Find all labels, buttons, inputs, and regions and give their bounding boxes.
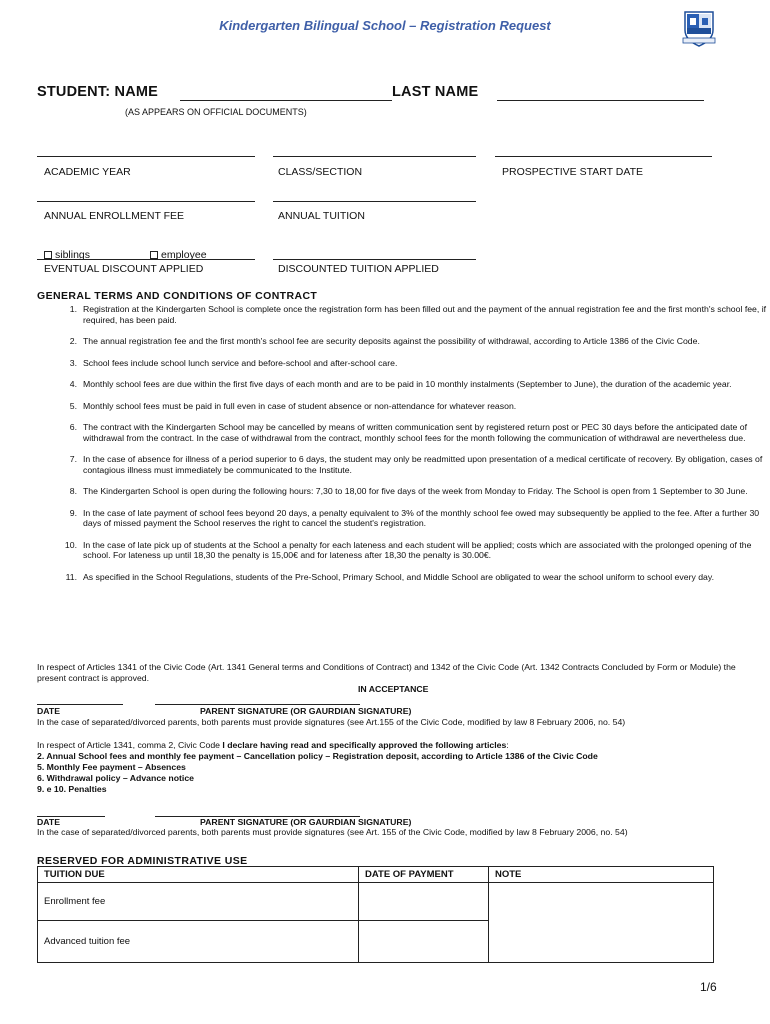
signature-label-2: PARENT SIGNATURE (OR GAURDIAN SIGNATURE) <box>200 817 412 827</box>
advanced-tuition-cell: Advanced tuition fee <box>38 921 359 963</box>
term-item: 11. As specified in the School Regulations, students of the Pre-School, Primary School, and Middle School are obligated to wear the school uniform to school every day. <box>65 571 714 582</box>
discounted-tuition-field[interactable] <box>273 259 476 260</box>
employee-label: employee <box>161 249 207 261</box>
term-item: 1. Registration at the Kindergarten School is complete once the registration form has been filled out and the payment of the annual registration fee and the first month's school fee, if required, has been paid. <box>69 304 767 325</box>
siblings-label: siblings <box>55 249 91 261</box>
term-item: 10. In the case of late pick up of students at the School a penalty for each lateness and each student will be applied; costs which are associated with the prolonged opening of the school. For lateness up until 18,30 the penalty is 15,00€ and for lateness after 18,30 the penalty is 30.00€. <box>64 539 752 560</box>
date-label-1: DATE <box>37 706 61 716</box>
term-item: 6. The contract with the Kindergarten School may be cancelled by means of written communication sent by registered return post or PEC 30 days before the anticipated date of withdrawal from the contract. In the case of withdrawal from the contract, monthly school fees for the month following the communication of withdrawal are nevertheless due. <box>69 422 747 443</box>
signature-label-1: PARENT SIGNATURE (OR GAURDIAN SIGNATURE) <box>200 706 412 716</box>
admin-table <box>37 866 714 963</box>
enrollment-fee-label: ANNUAL ENROLLMENT FEE <box>44 210 185 222</box>
start-date-field[interactable] <box>495 156 712 157</box>
term-item: 3. School fees include school lunch service and before-school and after-school care. <box>69 357 398 368</box>
article-declaration <box>37 740 765 751</box>
acceptance-heading: IN ACCEPTANCE <box>358 684 429 694</box>
article-intro-end: : <box>506 740 509 750</box>
date-of-payment-header: DATE OF PAYMENT <box>359 867 489 883</box>
annual-tuition-label: ANNUAL TUITION <box>278 210 365 222</box>
official-documents-note: (AS APPEARS ON OFFICIAL DOCUMENTS) <box>125 107 307 117</box>
school-crest-icon <box>681 8 717 48</box>
term-item: 8. The Kindergarten School is open during the following hours: 7,30 to 18,00 for five days of the week from Monday to Friday. The School is open from 1 September to 30 June. <box>69 486 748 496</box>
table-header-row <box>38 867 714 883</box>
separated-parents-note-1: In the case of separated/divorced parents, both parents must provide signatures (see Art.155 of the Civic Code, modified by law 8 February 2006, no. 54) <box>37 717 626 727</box>
academic-year-field[interactable] <box>37 156 255 157</box>
term-item: 5. Monthly school fees must be paid in full even in case of student absence or non-attendance for whatever reason. <box>69 400 517 411</box>
table-row <box>38 883 714 921</box>
articles-respect-text: In respect of Articles 1341 of the Civic Code (Art. 1341 General terms and Conditions of Contract) and 1342 of the Civic Code (Art. 1342 Contracts Concluded by Form or Module) the present contract is approved. <box>37 662 736 683</box>
payment-date-cell[interactable] <box>359 921 489 963</box>
class-section-field[interactable] <box>273 156 476 157</box>
class-section-label: CLASS/SECTION <box>278 166 363 178</box>
discount-label: EVENTUAL DISCOUNT APPLIED <box>44 263 204 275</box>
last-name-field[interactable] <box>497 100 704 101</box>
employee-checkbox[interactable] <box>150 251 158 259</box>
terms-title: GENERAL TERMS AND CONDITIONS OF CONTRACT <box>37 290 318 302</box>
siblings-checkbox[interactable] <box>44 251 52 259</box>
academic-year-label: ACADEMIC YEAR <box>44 166 131 178</box>
term-item: 2. The annual registration fee and the first month's school fee are security deposits against the possibility of withdrawal, according to Article 1386 of the Civic Code. <box>69 336 700 346</box>
payment-date-cell[interactable] <box>359 883 489 921</box>
term-item: 9. In the case of late payment of school fees beyond 20 days, a penalty equivalent to 3% of the monthly school fee owed may subsequently be applied to the fee. After a further 30 days of missed payment the School reserves the right to cancel the student's registration. <box>69 507 760 528</box>
separated-parents-note-2: In the case of separated/divorced parents, both parents must provide signatures (see Art. 155 of the Civic Code, modified by law 8 February 2006, no. 54) <box>37 827 628 837</box>
discounted-tuition-label: DISCOUNTED TUITION APPLIED <box>278 263 439 275</box>
article-intro-bold: I declare having read and specifically approved the following articles <box>222 740 507 750</box>
approved-item: 5. Monthly Fee payment – Absences <box>37 762 186 772</box>
student-name-field[interactable] <box>180 100 392 101</box>
terms-list <box>37 304 767 593</box>
student-name-line <box>37 84 158 100</box>
enrollment-fee-field[interactable] <box>37 201 255 202</box>
enrollment-fee-cell: Enrollment fee <box>38 883 359 921</box>
article-intro: In respect of Article 1341, comma 2, Civic Code <box>37 740 223 750</box>
start-date-label: PROSPECTIVE START DATE <box>502 166 644 178</box>
approved-item: 6. Withdrawal policy – Advance notice <box>37 773 194 783</box>
student-name-label: STUDENT: NAME <box>37 84 159 100</box>
annual-tuition-field[interactable] <box>273 201 476 202</box>
note-header: NOTE <box>489 867 714 883</box>
admin-title: RESERVED FOR ADMINISTRATIVE USE <box>37 855 248 867</box>
approved-item: 2. Annual School fees and monthly fee payment – Cancellation policy – Registration deposit, according to Article 1386 of the Civic Code <box>37 751 598 761</box>
last-name-label: LAST NAME <box>392 84 479 100</box>
page-number: 1/6 <box>700 980 717 994</box>
tuition-due-header: TUITION DUE <box>38 867 359 883</box>
document-title: Kindergarten Bilingual School – Registration Request <box>219 18 551 33</box>
note-cell[interactable] <box>489 883 714 963</box>
date-label-2: DATE <box>37 817 61 827</box>
date-line-1[interactable] <box>37 704 123 705</box>
approved-item: 9. e 10. Penalties <box>37 784 107 794</box>
discount-field[interactable] <box>37 259 255 260</box>
term-item: 4. Monthly school fees are due within the first five days of each month and are to be paid in 10 monthly instalments (September to June), the duration of the academic year. <box>69 379 732 389</box>
term-item: 7. In the case of absence for illness of a period superior to 6 days, the student may only be readmitted upon presentation of a medical certificate of recovery. By obligation, cases of contagious illness must immediately be communicated to the Institute. <box>69 454 763 475</box>
signature-line-1[interactable] <box>155 704 360 705</box>
